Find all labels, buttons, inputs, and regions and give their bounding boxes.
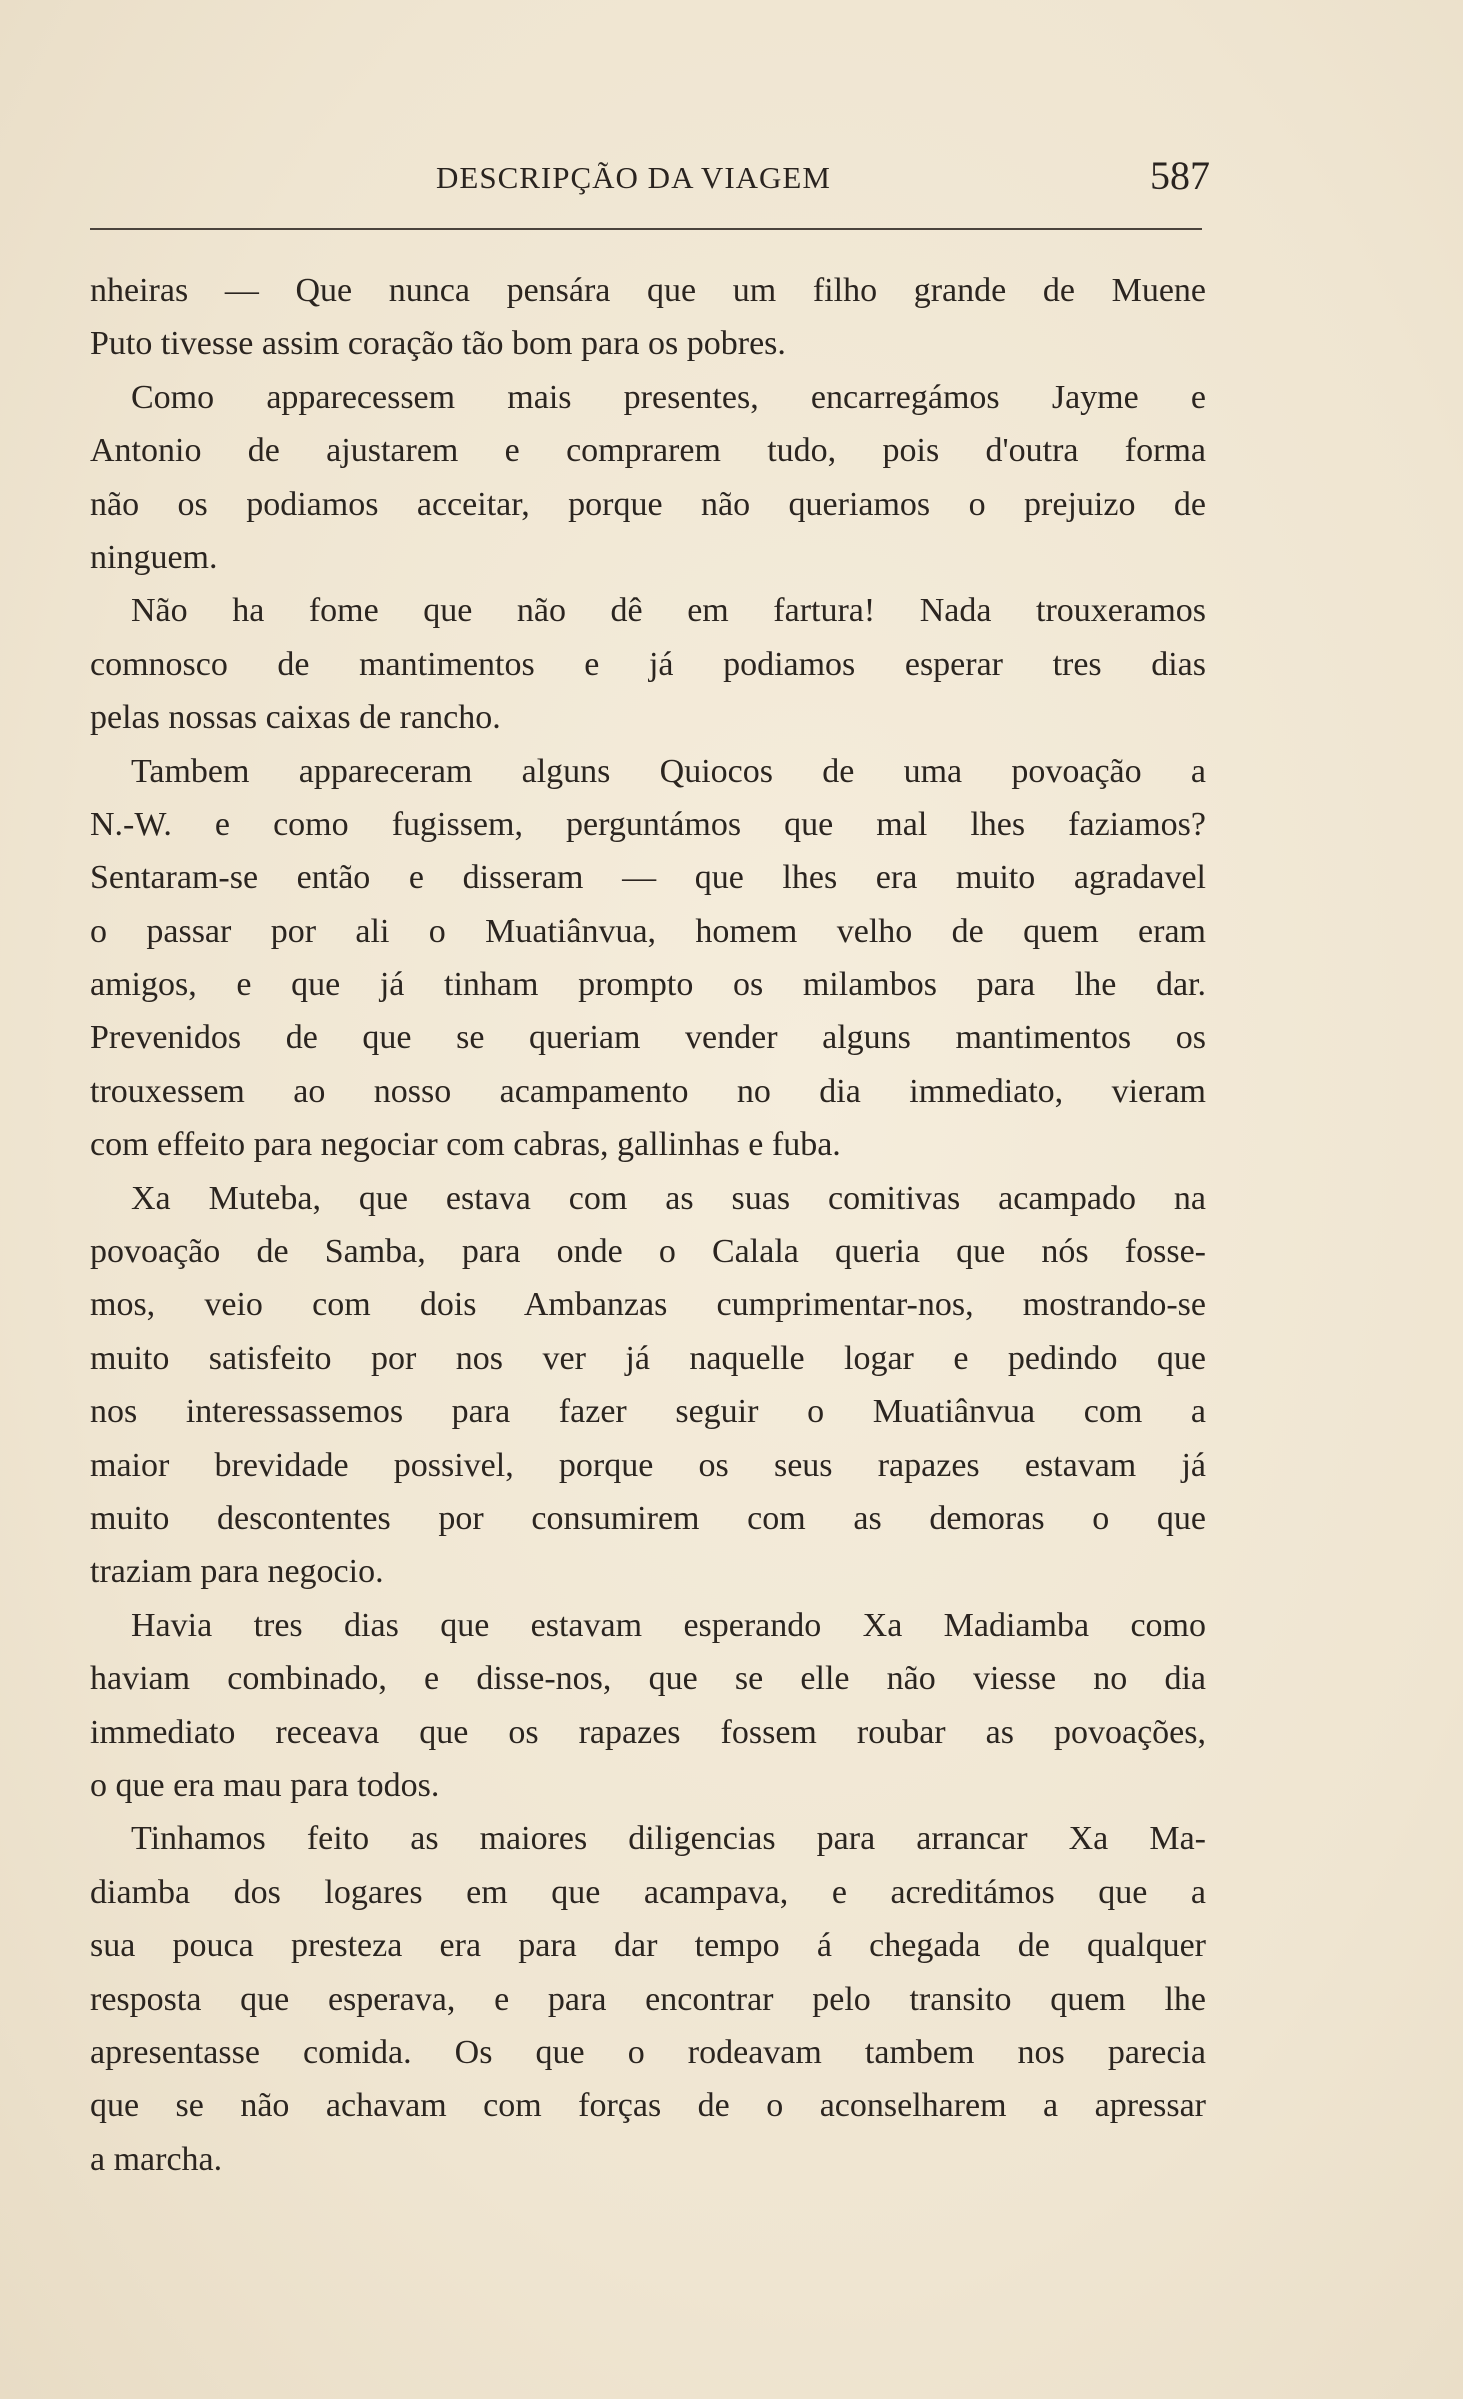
page-header (90, 148, 1210, 208)
text-line: trouxessem ao nosso acampamento no dia immediato, vieram (90, 1072, 1206, 1110)
text-line: muito satisfeito por nos ver já naquelle logar e pedindo que (90, 1339, 1206, 1377)
text-line: a marcha. (90, 2140, 223, 2178)
text-line: Antonio de ajustarem e comprarem tudo, pois d'outra forma (90, 432, 1206, 470)
text-line: o que era mau para todos. (90, 1766, 440, 1804)
text-line: muito descontentes por consumirem com as demoras o que (90, 1499, 1206, 1537)
text-line: Sentaram-se então e disseram — que lhes era muito agradavel (90, 859, 1206, 897)
running-title: DESCRIPÇÃO DA VIAGEM (436, 160, 831, 195)
text-line: pelas nossas caixas de rancho. (90, 699, 501, 737)
text-line: nos interessassemos para fazer seguir o Muatiânvua com a (90, 1393, 1206, 1431)
text-line: N.-W. e como fugissem, perguntámos que mal lhes faziamos? (90, 805, 1206, 843)
text-line: ninguem. (90, 538, 218, 576)
text-line: que se não achavam com forças de o aconselharem a apressar (90, 2087, 1206, 2125)
text-line: Como apparecessem mais presentes, encarregámos Jayme e (131, 378, 1206, 416)
text-line: comnosco de mantimentos e já podiamos esperar tres dias (90, 645, 1206, 683)
text-line: Não ha fome que não dê em fartura! Nada trouxeramos (131, 592, 1206, 630)
text-line: diamba dos logares em que acampava, e acreditámos que a (90, 1873, 1206, 1911)
text-line: Prevenidos de que se queriam vender alguns mantimentos os (90, 1019, 1206, 1057)
text-line: não os podiamos acceitar, porque não queriamos o prejuizo de (90, 485, 1206, 523)
text-line: Tinhamos feito as maiores diligencias para arrancar Xa Ma- (131, 1820, 1206, 1858)
text-line: immediato receava que os rapazes fossem roubar as povoações, (90, 1713, 1206, 1751)
text-line: nheiras — Que nunca pensára que um filho grande de Muene (90, 272, 1206, 309)
text-line: o passar por ali o Muatiânvua, homem velho de quem eram (90, 912, 1206, 950)
text-line: com effeito para negociar com cabras, gallinhas e fuba. (90, 1126, 841, 1164)
text-line: amigos, e que já tinham prompto os milambos para lhe dar. (90, 966, 1206, 1004)
page-number: 587 (1150, 153, 1210, 198)
text-line: maior brevidade possivel, porque os seus rapazes estavam já (90, 1446, 1206, 1484)
text-line: apresentasse comida. Os que o rodeavam tambem nos parecia (90, 2033, 1206, 2071)
text-line: traziam para negocio. (90, 1553, 384, 1591)
text-line: sua pouca presteza era para dar tempo á chegada de qualquer (90, 1927, 1206, 1965)
text-line: Puto tivesse assim coração tão bom para os pobres. (90, 325, 786, 363)
text-line: povoação de Samba, para onde o Calala queria que nós fosse- (90, 1233, 1206, 1271)
text-line: Xa Muteba, que estava com as suas comitivas acampado na (131, 1179, 1206, 1217)
text-line: resposta que esperava, e para encontrar pelo transito quem lhe (90, 1980, 1206, 2018)
text-line: mos, veio com dois Ambanzas cumprimentar-nos, mostrando-se (90, 1286, 1206, 1324)
header-rule (90, 228, 1202, 230)
text-line: haviam combinado, e disse-nos, que se elle não viesse no dia (90, 1660, 1206, 1698)
body-text (90, 264, 1206, 2186)
text-line: Havia tres dias que estavam esperando Xa Madiamba como (131, 1606, 1206, 1644)
text-line: Tambem appareceram alguns Quiocos de uma povoação a (131, 752, 1206, 790)
